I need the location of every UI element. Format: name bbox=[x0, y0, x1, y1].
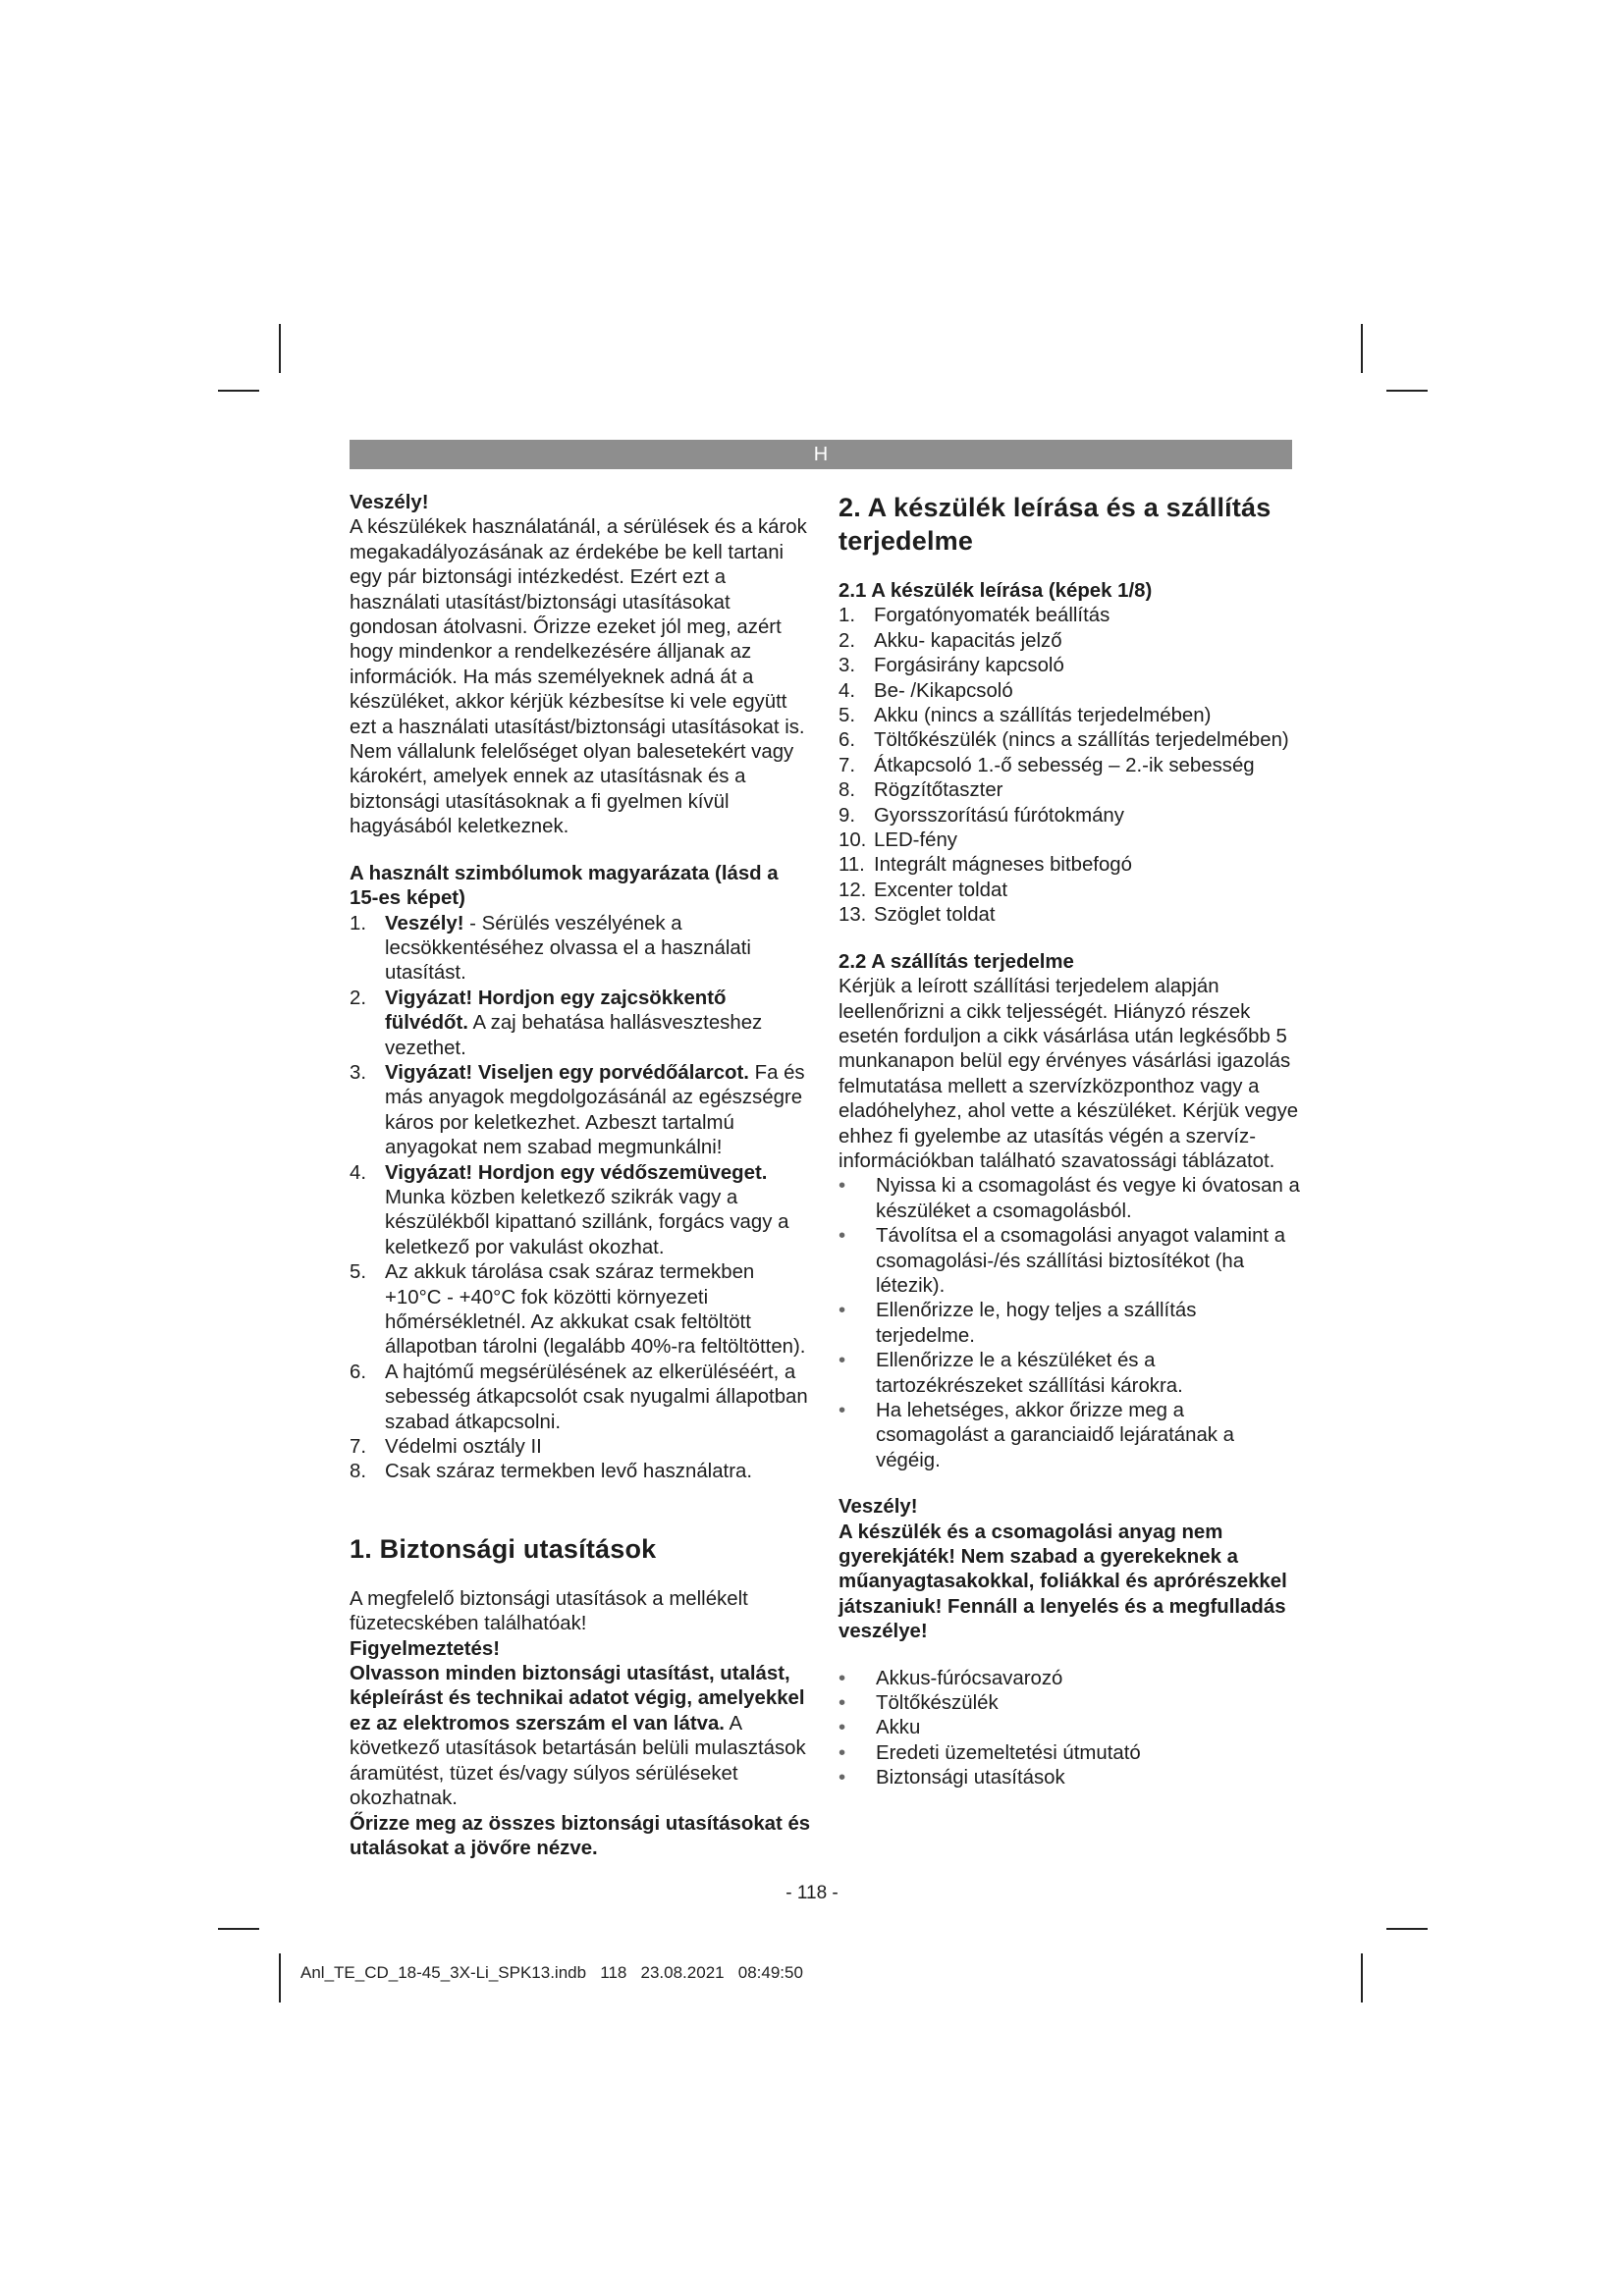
crop-mark bbox=[1361, 1953, 1363, 2002]
list-item: 10. LED-fény bbox=[839, 829, 957, 852]
list-item: 7. Védelmi osztály II bbox=[350, 1436, 542, 1459]
list-item: • Ha lehetséges, akkor őrizze meg a csomagolást a garanciaidő lejáratának a végéig. bbox=[839, 1399, 1300, 1473]
list-item: • Akkus-fúrócsavarozó bbox=[839, 1667, 1300, 1691]
crop-mark bbox=[218, 1928, 259, 1930]
keep-instructions: Őrizze meg az összes biztonsági utasításokat és utalásokat a jövőre nézve. bbox=[350, 1812, 811, 1859]
right-column bbox=[839, 491, 1300, 1791]
left-column bbox=[350, 491, 811, 1861]
list-item: 2. Vigyázat! Hordjon egy zajcsökkentő fülvédőt. A zaj behatása hallásveszteshez vezethet. bbox=[350, 987, 763, 1059]
danger-text: A készülékek használatánál, a sérülések és a károk megakadályozásának az érdekébe be kell tartani egy pár biztonsági intézkedést. Ezért ezt a használati utasítást/biztonsági utasításokat gondosan átolvasni. Őrizze ezeket jól meg, azért hogy mindenkor a rendelkezésére álljanak az információk. Ha más személyeknek adná át a készüléket, akkor kérjük kézbesítse ki vele együtt ezt a használati utasítást/biztonsági utasításokat is. Nem vállalunk felelőséget olyan balesetekért vagy károkért, amelyek ennek az utasításnak és a biztonsági utasításoknak a fi gyelmen kívül hagyásából keletkeznek. bbox=[350, 516, 807, 838]
list-item: • Akku bbox=[839, 1716, 1300, 1740]
list-item: • Ellenőrizze le a készüléket és a tartozékrészeket szállítási károkra. bbox=[839, 1349, 1300, 1399]
crop-mark bbox=[1386, 390, 1428, 392]
sub22-title: 2.2 A szállítás terjedelme bbox=[839, 950, 1074, 973]
list-item: 9. Gyorsszorítású fúrótokmány bbox=[839, 804, 1124, 827]
crop-mark bbox=[1386, 1928, 1428, 1930]
danger-title: Veszély! bbox=[350, 492, 429, 513]
list-item: 6. A hajtómű megsérülésének az elkerüléséért, a sebesség átkapcsolót csak nyugalmi állapotban szabad átkapcsolni. bbox=[350, 1361, 808, 1433]
danger2-title: Veszély! bbox=[839, 1496, 918, 1519]
print-footer: Anl_TE_CD_18-45_3X-Li_SPK13.indb 118 23.08.2021 08:49:50 bbox=[300, 1963, 803, 1982]
section1-intro: A megfelelő biztonsági utasítások a mellékelt füzetecskében találhatóak! bbox=[350, 1587, 748, 1635]
crop-mark bbox=[218, 390, 259, 392]
list-item: 11. Integrált mágneses bitbefogó bbox=[839, 854, 1132, 877]
list-item: 3. Forgásirány kapcsoló bbox=[839, 655, 1064, 677]
parts-list bbox=[839, 604, 1300, 928]
list-item: 3. Vigyázat! Viseljen egy porvédőálarcot. Fa és más anyagok megdolgozásánál az egészségre káros por keletkezhet. Azbeszt tartalmú anyagokat nem szabad megmunkálni! bbox=[350, 1061, 805, 1159]
danger2-text: A készülék és a csomagolási anyag nem gyerekjáték! Nem szabad a gyerekeknek a műanyagtasakokkal, foliákkal és aprórészekkel játszaniuk! Fennáll a lenyelés és a megfulladás veszélye! bbox=[839, 1521, 1287, 1643]
list-item: 6. Töltőkészülék (nincs a szállítás terjedelmében) bbox=[839, 729, 1289, 752]
list-item: • Eredeti üzemeltetési útmutató bbox=[839, 1741, 1300, 1766]
unpacking-steps bbox=[839, 1174, 1300, 1473]
list-item: • Biztonsági utasítások bbox=[839, 1766, 1300, 1790]
sub22-text: Kérjük a leírott szállítási terjedelem alapján leellenőrizni a cikk teljességét. Hiányzó részek esetén forduljon a cikk vásárlása után legkésőbb 5 munkanapon belül egy érvényes vásárlási igazolás felmutatása mellett a szervízközponthoz vagy a eladóhelyhez, ahol vette a készüléket. Kérjük vegye ehhez fi gyelembe az utasítás végén a szervíz-információkban található szavatossági táblázatot. bbox=[839, 976, 1299, 1172]
crop-mark bbox=[279, 324, 281, 373]
list-item: 5. Akku (nincs a szállítás terjedelmében) bbox=[839, 705, 1212, 727]
list-item: 5. Az akkuk tárolása csak száraz termekben +10°C - +40°C fok közötti környezeti hőmérsékletnél. Az akkukat csak feltöltött állapotban tárolni (legalább 40%-ra feltöltötten). bbox=[350, 1261, 806, 1359]
warning-text: Olvasson minden biztonsági utasítást, utalást, képleírást és technikai adatot végig, amelyekkel ez az elektromos szerszám el van látva. A következő utasítások betartásán belüli mulasztások áramütést, tüzet és/vagy súlyos sérüléseket okozhatnak. bbox=[350, 1663, 806, 1810]
language-code: H bbox=[813, 444, 829, 465]
list-item: • Ellenőrizze le, hogy teljes a szállítás terjedelme. bbox=[839, 1299, 1300, 1349]
list-item: 4. Vigyázat! Hordjon egy védőszemüveget. Munka közben keletkező szikrák vagy a készülékből kipattanó szillánk, forgács vagy a keletkező por vakulást okozhat. bbox=[350, 1161, 789, 1258]
list-item: • Nyissa ki a csomagolást és vegye ki óvatosan a készüléket a csomagolásból. bbox=[839, 1174, 1300, 1224]
list-item: 2. Akku- kapacitás jelző bbox=[839, 629, 1062, 652]
list-item: 4. Be- /Kikapcsoló bbox=[839, 679, 1013, 702]
list-item: 1. Forgatónyomaték beállítás bbox=[839, 605, 1110, 627]
symbols-list bbox=[350, 912, 811, 1485]
list-item: • Távolítsa el a csomagolási anyagot valamint a csomagolási-/és szállítási biztosítékot (ha létezik). bbox=[839, 1224, 1300, 1299]
list-item: 8. Rögzítőtaszter bbox=[839, 779, 1003, 802]
warning-title: Figyelmeztetés! bbox=[350, 1637, 500, 1660]
crop-mark bbox=[279, 1953, 281, 2002]
symbols-title: A használt szimbólumok magyarázata (lásd a 15-es képet) bbox=[350, 862, 779, 910]
list-item: • Töltőkészülék bbox=[839, 1691, 1300, 1716]
list-item: 7. Átkapcsoló 1.-ő sebesség – 2.-ik sebesség bbox=[839, 754, 1255, 776]
crop-mark bbox=[1361, 324, 1363, 373]
language-header-bar bbox=[350, 440, 1292, 469]
list-item: 8. Csak száraz termekben levő használatra. bbox=[350, 1461, 753, 1483]
section1-title: 1. Biztonsági utasítások bbox=[350, 1533, 657, 1564]
section2-title: 2. A készülék leírása és a szállítás terjedelme bbox=[839, 493, 1272, 556]
list-item: 1. Veszély! - Sérülés veszélyének a lecsökkentéséhez olvassa el a használati utasítást. bbox=[350, 912, 751, 985]
page-number: - 118 - bbox=[785, 1883, 839, 1903]
sub21-title: 2.1 A készülék leírása (képek 1/8) bbox=[839, 580, 1153, 602]
delivery-contents bbox=[839, 1667, 1300, 1791]
list-item: 12. Excenter toldat bbox=[839, 879, 1008, 901]
list-item: 13. Szöglet toldat bbox=[839, 904, 996, 927]
